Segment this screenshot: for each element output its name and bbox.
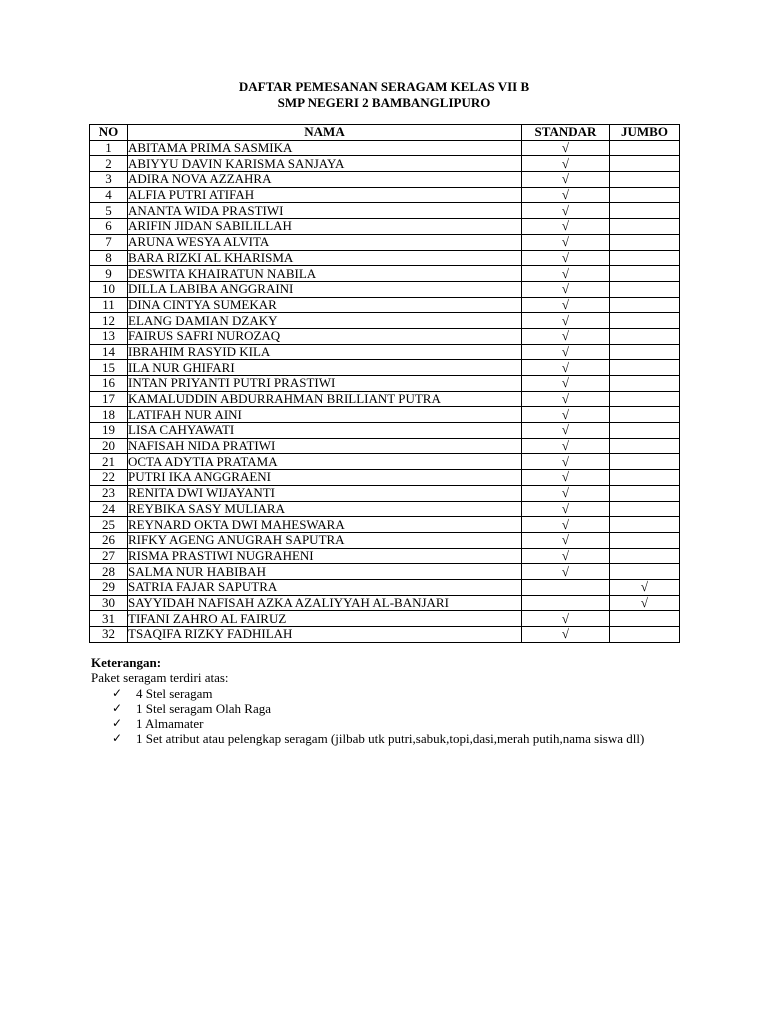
- student-name: ADIRA NOVA AZZAHRA: [128, 172, 522, 188]
- jumbo-mark: [610, 376, 680, 392]
- row-number: 31: [90, 611, 128, 627]
- row-number: 30: [90, 595, 128, 611]
- student-name: KAMALUDDIN ABDURRAHMAN BRILLIANT PUTRA: [128, 391, 522, 407]
- standar-mark: √: [522, 172, 610, 188]
- student-name: REYBIKA SASY MULIARA: [128, 501, 522, 517]
- standar-mark: √: [522, 266, 610, 282]
- standar-mark: √: [522, 517, 610, 533]
- student-name: ARUNA WESYA ALVITA: [128, 234, 522, 250]
- student-name: NAFISAH NIDA PRATIWI: [128, 438, 522, 454]
- standar-mark: √: [522, 470, 610, 486]
- table-row: [90, 187, 680, 203]
- jumbo-mark: [610, 234, 680, 250]
- row-number: 10: [90, 281, 128, 297]
- table-row: [90, 172, 680, 188]
- table-row: [90, 627, 680, 643]
- student-name: DINA CINTYA SUMEKAR: [128, 297, 522, 313]
- student-name: TIFANI ZAHRO AL FAIRUZ: [128, 611, 522, 627]
- standar-mark: √: [522, 234, 610, 250]
- row-number: 24: [90, 501, 128, 517]
- jumbo-mark: [610, 344, 680, 360]
- row-number: 12: [90, 313, 128, 329]
- standar-mark: √: [522, 532, 610, 548]
- row-number: 1: [90, 140, 128, 156]
- table-row: [90, 423, 680, 439]
- title-line-2: SMP NEGERI 2 BAMBANGLIPURO: [277, 95, 491, 110]
- jumbo-mark: [610, 360, 680, 376]
- row-number: 6: [90, 219, 128, 235]
- table-row: [90, 579, 680, 595]
- row-number: 26: [90, 532, 128, 548]
- row-number: 18: [90, 407, 128, 423]
- student-name: ABIYYU DAVIN KARISMA SANJAYA: [128, 156, 522, 172]
- standar-mark: √: [522, 438, 610, 454]
- package-item-text: 1 Set atribut atau pelengkap seragam (jilbab utk putri,sabuk,topi,dasi,merah putih,nama siswa dll): [136, 731, 645, 747]
- table-row: [90, 470, 680, 486]
- column-header-jumbo: JUMBO: [610, 125, 680, 141]
- standar-mark: √: [522, 501, 610, 517]
- standar-mark: [522, 579, 610, 595]
- jumbo-mark: [610, 250, 680, 266]
- package-item-text: 1 Stel seragam Olah Raga: [136, 700, 272, 716]
- jumbo-mark: [610, 281, 680, 297]
- standar-mark: √: [522, 140, 610, 156]
- jumbo-mark: [610, 140, 680, 156]
- table-row: [90, 344, 680, 360]
- standar-mark: √: [522, 423, 610, 439]
- table-row: [90, 203, 680, 219]
- package-item: [91, 686, 691, 701]
- table-row: [90, 250, 680, 266]
- notes-section: [91, 655, 691, 747]
- jumbo-mark: [610, 532, 680, 548]
- student-name: REYNARD OKTA DWI MAHESWARA: [128, 517, 522, 533]
- table-body: [90, 140, 680, 642]
- check-icon: ✓: [112, 731, 123, 746]
- jumbo-mark: [610, 611, 680, 627]
- standar-mark: √: [522, 156, 610, 172]
- student-name: OCTA ADYTIA PRATAMA: [128, 454, 522, 470]
- student-name: TSAQIFA RIZKY FADHILAH: [128, 627, 522, 643]
- jumbo-mark: [610, 454, 680, 470]
- jumbo-mark: √: [610, 579, 680, 595]
- jumbo-mark: [610, 548, 680, 564]
- student-name: LATIFAH NUR AINI: [128, 407, 522, 423]
- jumbo-mark: [610, 501, 680, 517]
- standar-mark: √: [522, 548, 610, 564]
- title-line-1: DAFTAR PEMESANAN SERAGAM KELAS VII B: [238, 79, 530, 94]
- table-row: [90, 140, 680, 156]
- standar-mark: √: [522, 360, 610, 376]
- jumbo-mark: [610, 564, 680, 580]
- student-name: DESWITA KHAIRATUN NABILA: [128, 266, 522, 282]
- standar-mark: √: [522, 187, 610, 203]
- row-number: 21: [90, 454, 128, 470]
- table-row: [90, 548, 680, 564]
- standar-mark: √: [522, 627, 610, 643]
- row-number: 9: [90, 266, 128, 282]
- row-number: 32: [90, 627, 128, 643]
- jumbo-mark: [610, 328, 680, 344]
- jumbo-mark: [610, 266, 680, 282]
- standar-mark: [522, 595, 610, 611]
- jumbo-mark: √: [610, 595, 680, 611]
- standar-mark: √: [522, 203, 610, 219]
- jumbo-mark: [610, 187, 680, 203]
- row-number: 27: [90, 548, 128, 564]
- student-name: ABITAMA PRIMA SASMIKA: [128, 140, 522, 156]
- jumbo-mark: [610, 391, 680, 407]
- column-header-nama: NAMA: [128, 125, 522, 141]
- jumbo-mark: [610, 423, 680, 439]
- row-number: 28: [90, 564, 128, 580]
- package-list: [91, 686, 691, 747]
- table-row: [90, 532, 680, 548]
- standar-mark: √: [522, 297, 610, 313]
- table-row: [90, 564, 680, 580]
- standar-mark: √: [522, 564, 610, 580]
- table-row: [90, 266, 680, 282]
- table-row: [90, 595, 680, 611]
- student-name: RIFKY AGENG ANUGRAH SAPUTRA: [128, 532, 522, 548]
- jumbo-mark: [610, 297, 680, 313]
- standar-mark: √: [522, 281, 610, 297]
- document-title: [0, 79, 768, 111]
- package-item: [91, 701, 691, 716]
- row-number: 17: [90, 391, 128, 407]
- student-name: ELANG DAMIAN DZAKY: [128, 313, 522, 329]
- table-row: [90, 485, 680, 501]
- row-number: 23: [90, 485, 128, 501]
- table-row: [90, 281, 680, 297]
- row-number: 14: [90, 344, 128, 360]
- package-item: [91, 716, 691, 731]
- column-header-no: NO: [90, 125, 128, 141]
- table-row: [90, 611, 680, 627]
- jumbo-mark: [610, 172, 680, 188]
- table-row: [90, 517, 680, 533]
- student-name: IBRAHIM RASYID KILA: [128, 344, 522, 360]
- jumbo-mark: [610, 219, 680, 235]
- jumbo-mark: [610, 485, 680, 501]
- jumbo-mark: [610, 313, 680, 329]
- student-name: DILLA LABIBA ANGGRAINI: [128, 281, 522, 297]
- jumbo-mark: [610, 203, 680, 219]
- row-number: 13: [90, 328, 128, 344]
- table-row: [90, 297, 680, 313]
- check-icon: ✓: [112, 700, 123, 715]
- student-name: PUTRI IKA ANGGRAENI: [128, 470, 522, 486]
- row-number: 25: [90, 517, 128, 533]
- table-row: [90, 313, 680, 329]
- student-name: ILA NUR GHIFARI: [128, 360, 522, 376]
- standar-mark: √: [522, 344, 610, 360]
- student-name: RISMA PRASTIWI NUGRAHENI: [128, 548, 522, 564]
- table-header-row: [90, 125, 680, 141]
- row-number: 11: [90, 297, 128, 313]
- table-row: [90, 391, 680, 407]
- table-row: [90, 156, 680, 172]
- table-row: [90, 360, 680, 376]
- student-name: ANANTA WIDA PRASTIWI: [128, 203, 522, 219]
- column-header-standar: STANDAR: [522, 125, 610, 141]
- table-row: [90, 219, 680, 235]
- row-number: 3: [90, 172, 128, 188]
- row-number: 20: [90, 438, 128, 454]
- standar-mark: √: [522, 454, 610, 470]
- row-number: 22: [90, 470, 128, 486]
- standar-mark: √: [522, 391, 610, 407]
- standar-mark: √: [522, 313, 610, 329]
- table-row: [90, 234, 680, 250]
- standar-mark: √: [522, 328, 610, 344]
- student-name: SAYYIDAH NAFISAH AZKA AZALIYYAH AL-BANJARI: [128, 595, 522, 611]
- standar-mark: √: [522, 485, 610, 501]
- row-number: 8: [90, 250, 128, 266]
- table-row: [90, 376, 680, 392]
- student-name: ARIFIN JIDAN SABILILLAH: [128, 219, 522, 235]
- row-number: 16: [90, 376, 128, 392]
- student-name: LISA CAHYAWATI: [128, 423, 522, 439]
- uniform-order-table: [89, 124, 680, 643]
- jumbo-mark: [610, 470, 680, 486]
- standar-mark: √: [522, 219, 610, 235]
- student-name: INTAN PRIYANTI PUTRI PRASTIWI: [128, 376, 522, 392]
- row-number: 15: [90, 360, 128, 376]
- student-name: RENITA DWI WIJAYANTI: [128, 485, 522, 501]
- package-item: [91, 731, 691, 746]
- jumbo-mark: [610, 517, 680, 533]
- package-item-text: 1 Almamater: [136, 716, 204, 732]
- jumbo-mark: [610, 407, 680, 423]
- package-item-text: 4 Stel seragam: [136, 685, 213, 701]
- standar-mark: √: [522, 407, 610, 423]
- row-number: 4: [90, 187, 128, 203]
- notes-heading: Keterangan:: [91, 655, 162, 670]
- row-number: 5: [90, 203, 128, 219]
- student-name: SATRIA FAJAR SAPUTRA: [128, 579, 522, 595]
- student-name: SALMA NUR HABIBAH: [128, 564, 522, 580]
- student-name: BARA RIZKI AL KHARISMA: [128, 250, 522, 266]
- table-row: [90, 501, 680, 517]
- standar-mark: √: [522, 250, 610, 266]
- jumbo-mark: [610, 627, 680, 643]
- jumbo-mark: [610, 438, 680, 454]
- row-number: 2: [90, 156, 128, 172]
- table-row: [90, 407, 680, 423]
- row-number: 29: [90, 579, 128, 595]
- check-icon: ✓: [112, 685, 123, 700]
- standar-mark: √: [522, 611, 610, 627]
- student-name: FAIRUS SAFRI NUROZAQ: [128, 328, 522, 344]
- check-icon: ✓: [112, 716, 123, 731]
- row-number: 19: [90, 423, 128, 439]
- table-row: [90, 438, 680, 454]
- table-row: [90, 454, 680, 470]
- table-row: [90, 328, 680, 344]
- standar-mark: √: [522, 376, 610, 392]
- student-name: ALFIA PUTRI ATIFAH: [128, 187, 522, 203]
- jumbo-mark: [610, 156, 680, 172]
- row-number: 7: [90, 234, 128, 250]
- notes-intro: Paket seragam terdiri atas:: [91, 670, 229, 686]
